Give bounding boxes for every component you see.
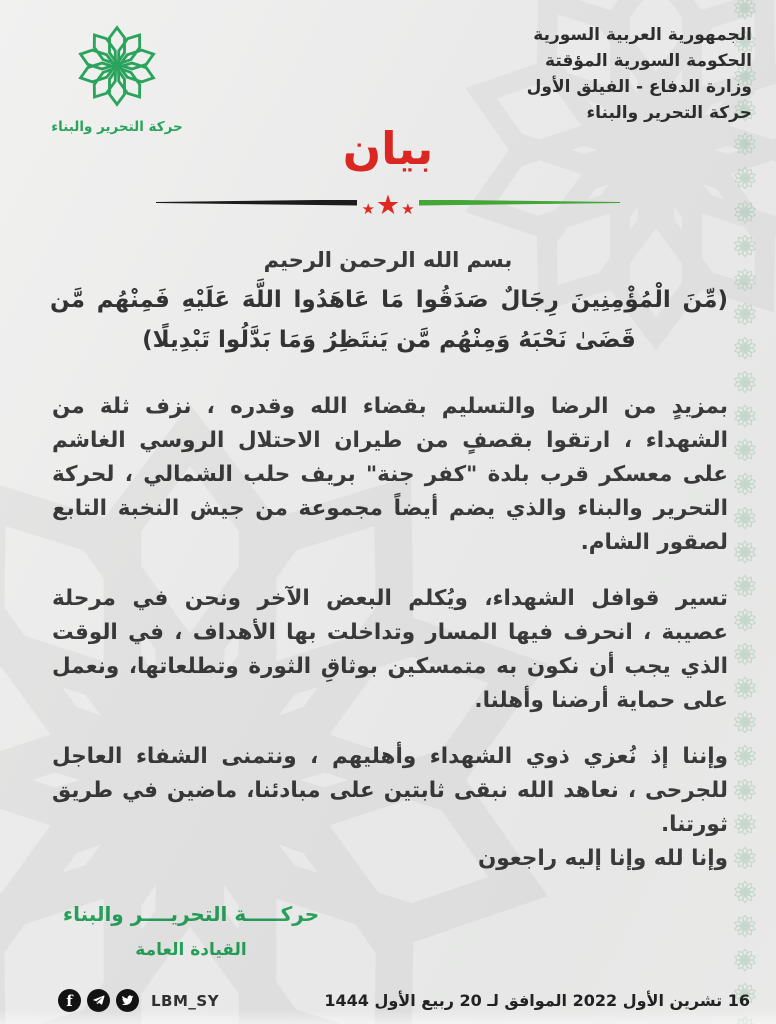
rosette-watermark-icon: [731, 538, 759, 566]
rosette-watermark-icon: [731, 674, 759, 702]
statement-paragraph: بمزيدٍ من الرضا والتسليم بقضاء الله وقدره ، نزف ثلة من الشهداء ، ارتقوا بقصفٍ من طيران الاحتلال الروسي الغاشم على معسكر قرب بلدة "كفر جنة" بريف حلب الشمالي ، لحركة التحرير والبناء والذي يضم أيضاً مجموعة من جيش النخبة التابع لصقور الشام.: [52, 393, 728, 555]
header: [0, 0, 776, 140]
rosette-watermark-icon: [731, 402, 759, 430]
flag-divider: [156, 190, 620, 221]
rosette-watermark-icon: [731, 708, 759, 736]
facebook-icon[interactable]: f: [58, 989, 81, 1012]
statement-body: [52, 390, 728, 842]
org-line-republic: الجمهورية العربية السورية: [533, 25, 752, 45]
divider-green-line: [419, 200, 620, 206]
rosette-watermark-icon: [731, 776, 759, 804]
star-icon: ★: [401, 200, 415, 218]
social-handle: LBM_SY: [151, 991, 220, 1010]
statement-date: 16 تشرين الأول 2022 الموافق لـ 20 ربيع الأول 1444: [324, 991, 750, 1010]
signature-block: [36, 902, 346, 960]
rosette-watermark-icon: [731, 606, 759, 634]
rosette-watermark-icon: [731, 334, 759, 362]
signature-movement: حركـــــة التحريــــر والبناء: [62, 901, 320, 926]
rosette-watermark-icon: [731, 912, 759, 940]
statement-paragraph: تسير قوافل الشهداء، ويُكلم البعض الآخر ونحن في مرحلة عصيبة ، انحرف فيها المسار وتداخلت بها الأهداف ، في الوقت الذي يجب أن نكون به متمسكين بوثاقِ الثورة وتطلعاتها، ونعمل على حماية أرضنا وأهلنا.: [52, 585, 728, 713]
rosette-watermark-icon: [731, 1014, 759, 1024]
rosette-watermark-icon: [731, 640, 759, 668]
org-line-government: الحكومة السورية المؤقتة: [545, 51, 752, 71]
rosette-watermark-icon: [731, 198, 759, 226]
rosette-watermark-icon: [731, 844, 759, 872]
org-line-movement: حركة التحرير والبناء: [586, 103, 752, 123]
divider-black-line: [156, 200, 357, 206]
logo-caption: حركة التحرير والبناء: [51, 119, 183, 135]
istirjaa-line: وإنا لله وإنا إليه راجعون: [477, 845, 728, 871]
statement-title: بيان: [342, 122, 434, 175]
rosette-watermark-icon: [731, 470, 759, 498]
rosette-watermark-icon: [731, 878, 759, 906]
rosette-watermark-icon: [731, 368, 759, 396]
telegram-icon[interactable]: [87, 989, 110, 1012]
twitter-icon[interactable]: [116, 989, 139, 1012]
org-line-ministry: وزارة الدفاع - الفيلق الأول: [526, 77, 752, 97]
divider-stars: [357, 189, 418, 221]
rosette-watermark-icon: [731, 300, 759, 328]
quran-verse: (مِّنَ الْمُؤْمِنِينَ رِجَالٌ صَدَقُوا مَا عَاهَدُوا اللَّهَ عَلَيْهِ فَمِنْهُم مَّن قَضَىٰ نَحْبَهُ وَمِنْهُم مَّن يَنتَظِرُ وَمَا بَدَّلُوا تَبْدِيلًا): [50, 286, 728, 353]
rosette-watermark-icon: [731, 436, 759, 464]
rosette-watermark-icon: [731, 504, 759, 532]
social-links: [58, 989, 219, 1012]
star-icon: ★: [375, 190, 401, 221]
rosette-watermark-icon: [731, 946, 759, 974]
statement-paragraph: وإننا إذ نُعزي ذوي الشهداء وأهليهم ، ونتمنى الشفاء العاجل للجرحى ، نعاهد الله نبقى ثابتين على مبادئنا، ماضين في طريق ثورتنا.: [52, 743, 728, 837]
basmala: بسم الله الرحمن الرحيم: [263, 247, 513, 272]
movement-logo: [38, 16, 196, 135]
rosette-watermark-icon: [731, 572, 759, 600]
footer: [58, 989, 750, 1012]
org-header: [527, 22, 752, 126]
rosette-watermark-icon: [731, 742, 759, 770]
star-icon: ★: [361, 200, 375, 218]
rosette-watermark-icon: [731, 810, 759, 838]
signature-command: القيادة العامة: [135, 939, 247, 960]
rosette-logo-icon: [67, 16, 167, 116]
